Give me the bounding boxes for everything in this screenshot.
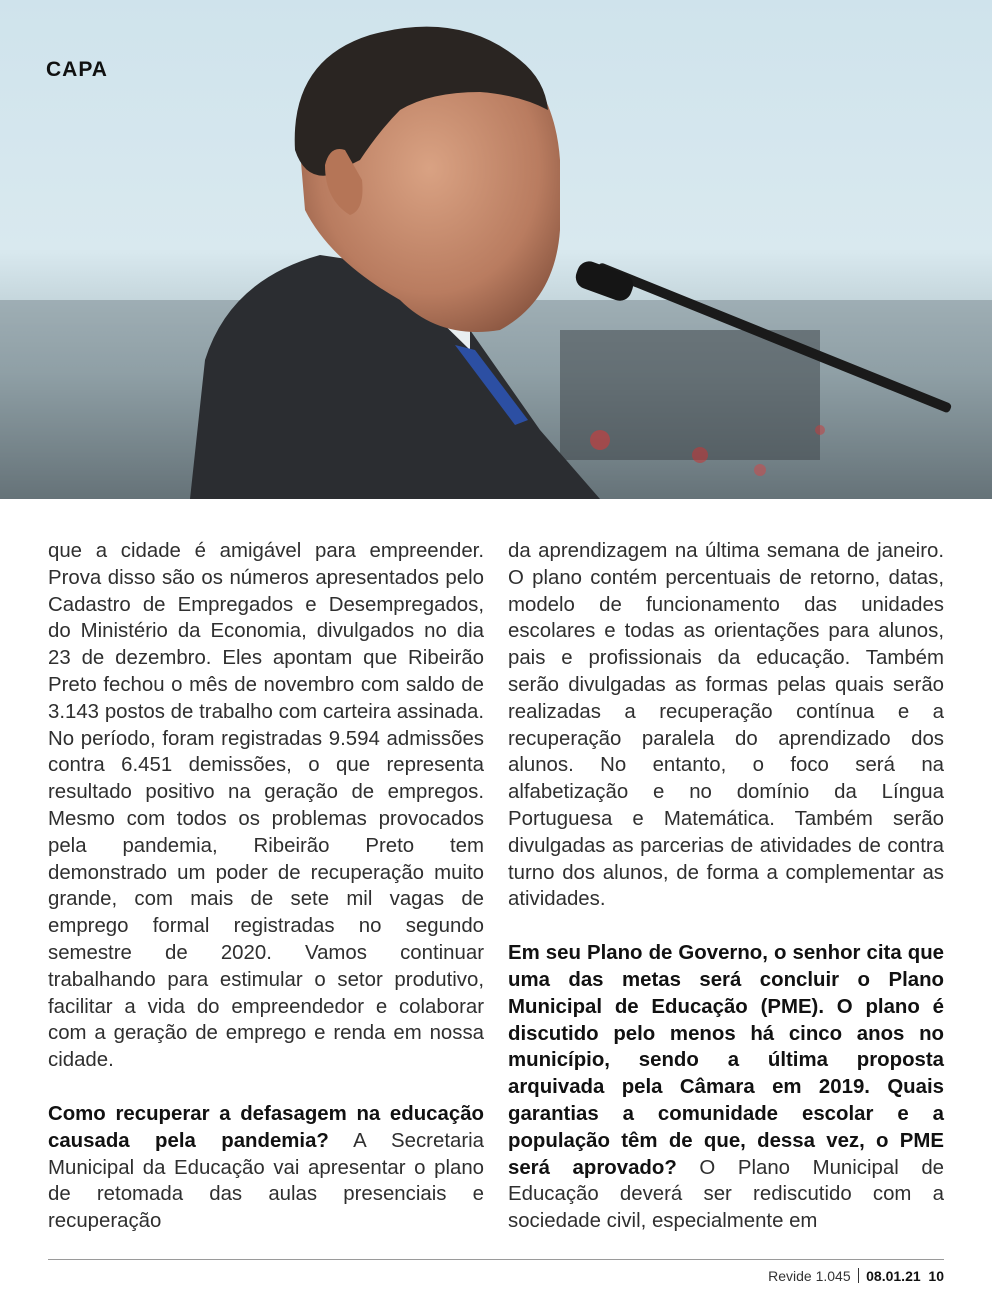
section-label: CAPA	[46, 58, 108, 81]
interview-answer: O Plano Municipal de Educação deverá ser rediscutido com a sociedade civil, especialmente em	[508, 1156, 944, 1233]
issue-date: 08.01.21	[866, 1268, 921, 1284]
speaker-at-microphone-illustration	[0, 0, 992, 499]
magazine-issue: Revide 1.045	[768, 1268, 851, 1284]
qa-paragraph	[508, 940, 944, 1235]
cover-photo	[0, 0, 992, 499]
interview-question: Em seu Plano de Governo, o senhor cita que uma das metas será concluir o Plano Municipal de Educação (PME). O plano é discutido pelo menos há cinco anos no município, sendo a última proposta arquivada pela Câmara em 2019. Quais garantias a comunidade escolar e a população têm de que, dessa vez, o PME será aprovado?	[508, 942, 944, 1179]
body-paragraph: da aprendizagem na última semana de janeiro. O plano contém percentuais de retorno, datas, modelo de funcionamento das unidades escolares e todas as orientações para alunos, pais e profissionais da educação. Também serão divulgadas as formas pelas quais serão realizadas a recuperação contínua e a recuperação paralela do aprendizado dos alunos. No entanto, o foco será na alfabetização e no domínio da Língua Portuguesa e Matemática. Também serão divulgadas as parcerias de atividades de contra turno dos alunos, de forma a complementar as atividades.	[508, 540, 944, 911]
page-number: 10	[928, 1268, 944, 1284]
footer-separator	[858, 1268, 860, 1283]
interview-question: Como recuperar a defasagem na educação causada pela pandemia?	[48, 1102, 484, 1152]
qa-paragraph	[48, 1101, 484, 1235]
interview-answer: A Secretaria Municipal da Educação vai apresentar o plano de retomada das aulas presenciais e recuperação	[48, 1129, 484, 1233]
footer-divider	[48, 1259, 944, 1260]
right-column	[508, 538, 944, 1235]
body-paragraph: que a cidade é amigável para empreender. Prova disso são os números apresentados pelo Cadastro de Empregados e Desempregados, do Ministério da Economia, divulgados no dia 23 de dezembro. Eles apontam que Ribeirão Preto fechou o mês de novembro com saldo de 3.143 postos de trabalho com carteira assinada. No período, foram registradas 9.594 admissões contra 6.451 demissões, o que representa resultado positivo na geração de empregos. Mesmo com todos os problemas provocados pela pandemia, Ribeirão Preto tem demonstrado um poder de recuperação muito grande, com mais de sete mil vagas de emprego formal registradas no segundo semestre de 2020. Vamos continuar trabalhando para estimular o setor produtivo, facilitar a vida do empreendedor e colaborar com a geração de emprego e renda em nossa cidade.	[48, 540, 484, 1072]
page-footer	[768, 1268, 944, 1284]
left-column	[48, 538, 484, 1235]
